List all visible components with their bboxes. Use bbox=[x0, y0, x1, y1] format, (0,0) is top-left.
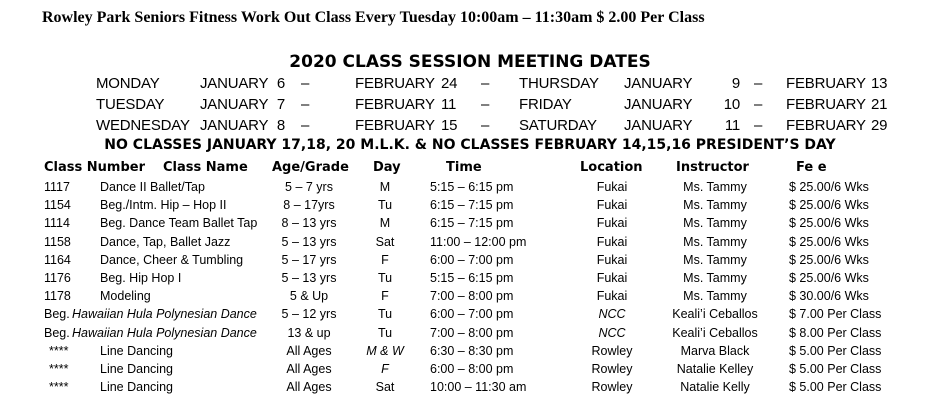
date-separator: – bbox=[754, 96, 763, 113]
cell-age-grade: 5 – 7 yrs bbox=[285, 180, 333, 194]
cell-time: 5:15 – 6:15 pm bbox=[430, 180, 514, 194]
cell-time: 6:15 – 7:15 pm bbox=[430, 216, 514, 231]
cell-location: Fukai bbox=[596, 180, 628, 194]
top-announcement: Rowley Park Seniors Fitness Work Out Class Every Tuesday 10:00am – 11:30am $ 2.00 Per Class bbox=[42, 9, 705, 26]
cell-time: 10:00 – 11:30 am bbox=[430, 380, 527, 395]
session-date-n4: 13 bbox=[871, 75, 888, 92]
cell-day: M & W bbox=[366, 343, 404, 358]
session-date-m1: JANUARY bbox=[200, 75, 269, 92]
cell-location: Fukai bbox=[596, 271, 628, 285]
cell-instructor: Marva Black bbox=[680, 343, 750, 358]
session-date-n4: 21 bbox=[871, 96, 888, 113]
cell-instructor: Ms. Tammy bbox=[683, 289, 747, 304]
session-date-d1: TUESDAY bbox=[96, 96, 165, 113]
cell-age-grade: 8 – 13 yrs bbox=[281, 216, 337, 231]
header-location: Location bbox=[580, 160, 643, 175]
cell-class-number: 1178 bbox=[44, 289, 71, 304]
cell-time: 6:00 – 7:00 pm bbox=[430, 307, 514, 322]
cell-fee: $ 8.00 Per Class bbox=[789, 325, 882, 340]
cell-day: F bbox=[381, 252, 389, 267]
cell-time: 6:00 – 7:00 pm bbox=[430, 252, 514, 267]
cell-instructor: Natalie Kelley bbox=[676, 362, 754, 376]
cell-location: Rowley bbox=[591, 343, 633, 358]
cell-time: 6:30 – 8:30 pm bbox=[430, 343, 514, 358]
session-date-m2: FEBRUARY bbox=[355, 75, 435, 92]
cell-instructor: Ms. Tammy bbox=[683, 180, 747, 194]
cell-day: M bbox=[379, 180, 391, 194]
date-separator: – bbox=[754, 117, 763, 134]
cell-class-name: Beg. Hip Hop I bbox=[100, 271, 182, 285]
cell-class-name: Beg. Dance Team Ballet Tap bbox=[100, 216, 258, 231]
header-class-name: Class Name bbox=[163, 160, 248, 175]
cell-fee: $ 25.00/6 Wks bbox=[789, 216, 869, 231]
session-date-n2: 24 bbox=[441, 75, 458, 92]
session-date-n1: 7 bbox=[276, 96, 285, 113]
session-date-d2: SATURDAY bbox=[519, 117, 597, 134]
date-separator: – bbox=[301, 117, 310, 134]
session-date-m4: FEBRUARY bbox=[786, 96, 866, 113]
cell-age-grade: 8 – 17yrs bbox=[283, 198, 335, 213]
cell-age-grade: 5 – 13 yrs bbox=[281, 271, 337, 285]
session-date-n2: 15 bbox=[441, 117, 458, 134]
cell-fee: $ 30.00/6 Wks bbox=[789, 289, 869, 304]
cell-class-number: 1158 bbox=[44, 234, 71, 249]
cell-class-number: 1176 bbox=[44, 271, 71, 285]
header-fee: Fe e bbox=[796, 160, 827, 175]
cell-class-name: Line Dancing bbox=[100, 380, 173, 395]
session-date-m1: JANUARY bbox=[200, 117, 269, 134]
cell-location: Rowley bbox=[591, 380, 633, 395]
cell-class-name: Dance, Tap, Ballet Jazz bbox=[100, 234, 231, 249]
cell-age-grade: 5 – 13 yrs bbox=[281, 234, 337, 249]
cell-age-grade: All Ages bbox=[286, 362, 332, 376]
cell-instructor: Ms. Tammy bbox=[683, 252, 747, 267]
session-date-m4: FEBRUARY bbox=[786, 117, 866, 134]
cell-day: F bbox=[381, 289, 389, 304]
header-class-number: Class Number bbox=[44, 160, 145, 175]
cell-class-prefix: Beg. bbox=[44, 325, 70, 340]
cell-time: 5:15 – 6:15 pm bbox=[430, 271, 514, 285]
cell-location: Fukai bbox=[596, 234, 628, 249]
cell-age-grade: 5 & Up bbox=[289, 289, 329, 304]
cell-class-number: 1114 bbox=[44, 216, 70, 231]
cell-location: Fukai bbox=[596, 289, 628, 304]
session-date-m3: JANUARY bbox=[624, 96, 693, 113]
date-separator: – bbox=[301, 96, 310, 113]
header-day: Day bbox=[373, 160, 401, 175]
cell-class-name: Dance, Cheer & Tumbling bbox=[100, 252, 244, 267]
cell-location: Fukai bbox=[596, 252, 628, 267]
page-title: 2020 CLASS SESSION MEETING DATES bbox=[289, 52, 651, 72]
session-date-d2: FRIDAY bbox=[519, 96, 572, 113]
cell-fee: $ 7.00 Per Class bbox=[789, 307, 882, 322]
session-date-n4: 29 bbox=[871, 117, 888, 134]
cell-day: Sat bbox=[375, 380, 395, 395]
session-date-n3: 11 bbox=[724, 117, 740, 134]
cell-class-name: Dance II Ballet/Tap bbox=[100, 180, 205, 194]
cell-class-number: **** bbox=[49, 343, 69, 358]
cell-time: 11:00 – 12:00 pm bbox=[430, 234, 527, 249]
cell-day: Tu bbox=[377, 307, 393, 322]
session-date-n3: 9 bbox=[731, 75, 740, 92]
cell-instructor: Ms. Tammy bbox=[683, 271, 747, 285]
cell-instructor: Ms. Tammy bbox=[683, 234, 747, 249]
cell-day: F bbox=[381, 362, 389, 376]
cell-location: NCC bbox=[598, 325, 626, 340]
header-time: Time bbox=[446, 160, 482, 175]
cell-instructor: Keali’i Ceballos bbox=[672, 325, 758, 340]
cell-fee: $ 5.00 Per Class bbox=[789, 380, 882, 395]
cell-age-grade: 5 – 12 yrs bbox=[281, 307, 337, 322]
cell-time: 6:15 – 7:15 pm bbox=[430, 198, 514, 213]
session-date-m2: FEBRUARY bbox=[355, 117, 435, 134]
session-date-m3: JANUARY bbox=[624, 117, 693, 134]
cell-day: M bbox=[379, 216, 391, 231]
cell-class-prefix: Beg. bbox=[44, 307, 70, 322]
cell-day: Tu bbox=[377, 198, 393, 213]
session-date-n3: 10 bbox=[723, 96, 740, 113]
date-separator: – bbox=[301, 75, 310, 92]
date-separator: – bbox=[481, 117, 490, 134]
cell-fee: $ 25.00/6 Wks bbox=[789, 180, 869, 194]
cell-day: Tu bbox=[377, 325, 393, 340]
cell-fee: $ 25.00/6 Wks bbox=[789, 198, 869, 213]
cell-class-number: 1154 bbox=[44, 198, 71, 213]
cell-instructor: Ms. Tammy bbox=[683, 198, 747, 213]
session-date-n1: 8 bbox=[276, 117, 285, 134]
date-separator: – bbox=[481, 96, 490, 113]
cell-fee: $ 25.00/6 Wks bbox=[789, 234, 869, 249]
cell-time: 7:00 – 8:00 pm bbox=[430, 289, 514, 304]
cell-location: Fukai bbox=[596, 198, 628, 213]
cell-fee: $ 25.00/6 Wks bbox=[789, 252, 869, 267]
cell-fee: $ 5.00 Per Class bbox=[789, 362, 882, 376]
session-date-d1: WEDNESDAY bbox=[96, 117, 190, 134]
session-date-m1: JANUARY bbox=[200, 96, 269, 113]
cell-class-name: Modeling bbox=[100, 289, 151, 304]
cell-instructor: Ms. Tammy bbox=[683, 216, 747, 231]
cell-class-name: Line Dancing bbox=[100, 362, 173, 376]
cell-day: Tu bbox=[377, 271, 393, 285]
cell-class-number: 1164 bbox=[44, 252, 71, 267]
session-date-m3: JANUARY bbox=[624, 75, 693, 92]
header-instructor: Instructor bbox=[676, 160, 749, 175]
cell-time: 7:00 – 8:00 pm bbox=[430, 325, 514, 340]
no-classes-notice: NO CLASSES JANUARY 17,18, 20 M.L.K. & NO CLASSES FEBRUARY 14,15,16 PRESIDENT’S DAY bbox=[104, 137, 836, 153]
cell-fee: $ 25.00/6 Wks bbox=[789, 271, 869, 285]
cell-location: Rowley bbox=[591, 362, 633, 376]
cell-instructor: Natalie Kelly bbox=[680, 380, 750, 395]
session-date-m4: FEBRUARY bbox=[786, 75, 866, 92]
cell-instructor: Keali’i Ceballos bbox=[672, 307, 758, 322]
cell-time: 6:00 – 8:00 pm bbox=[430, 362, 514, 376]
session-date-d1: MONDAY bbox=[96, 75, 160, 92]
cell-class-name: Hawaiian Hula Polynesian Dance bbox=[72, 307, 257, 322]
cell-class-number: **** bbox=[49, 362, 69, 376]
session-date-n1: 6 bbox=[276, 75, 285, 92]
cell-class-name: Hawaiian Hula Polynesian Dance bbox=[72, 325, 257, 340]
cell-class-name: Line Dancing bbox=[100, 343, 173, 358]
session-date-n2: 11 bbox=[441, 96, 457, 113]
session-date-m2: FEBRUARY bbox=[355, 96, 435, 113]
cell-fee: $ 5.00 Per Class bbox=[789, 343, 882, 358]
cell-class-number: 1117 bbox=[44, 180, 70, 194]
cell-class-name: Beg./Intm. Hip – Hop II bbox=[100, 198, 227, 213]
date-separator: – bbox=[481, 75, 490, 92]
cell-age-grade: All Ages bbox=[286, 380, 332, 395]
date-separator: – bbox=[754, 75, 763, 92]
cell-location: Fukai bbox=[596, 216, 628, 231]
cell-age-grade: 5 – 17 yrs bbox=[281, 252, 337, 267]
cell-class-number: **** bbox=[49, 380, 69, 395]
cell-day: Sat bbox=[375, 234, 395, 249]
cell-location: NCC bbox=[598, 307, 626, 322]
session-date-d2: THURSDAY bbox=[519, 75, 599, 92]
header-age-grade: Age/Grade bbox=[272, 160, 349, 175]
cell-age-grade: All Ages bbox=[286, 343, 332, 358]
cell-age-grade: 13 & up bbox=[287, 325, 331, 340]
